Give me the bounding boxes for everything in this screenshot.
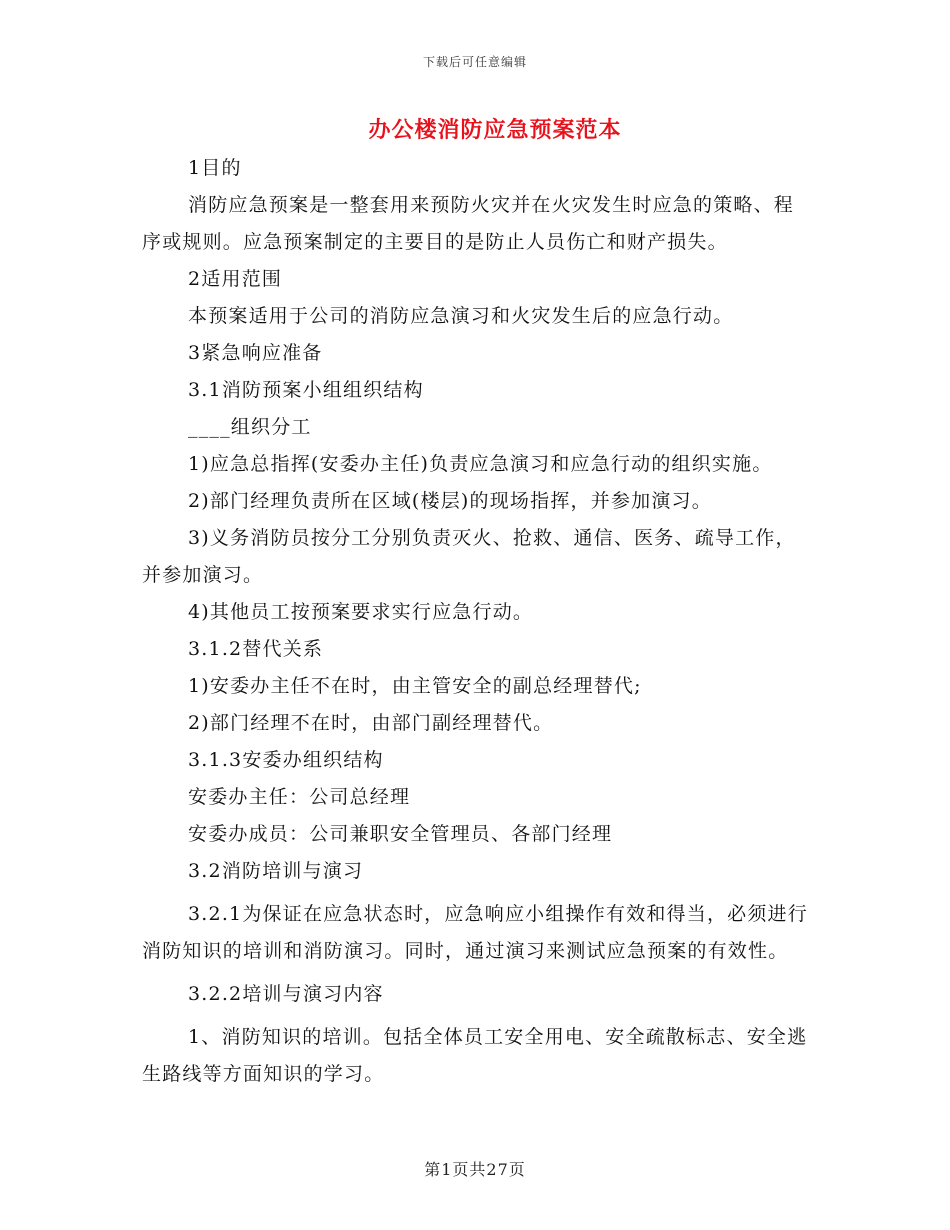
subsection-heading-training-content: 3.2.2培训与演习内容 xyxy=(188,983,384,1005)
page-number: 第1页共27页 xyxy=(424,1160,526,1179)
section-heading-scope: 2适用范围 xyxy=(188,268,283,290)
section-heading-purpose: 1目的 xyxy=(188,157,242,179)
list-item-substitute-director: 1)安委办主任不在时，由主管安全的副总经理替代; xyxy=(188,675,642,697)
paragraph-training-knowledge: 1、消防知识的培训。包括全体员工安全用电、安全疏散标志、安全逃生路线等方面知识的学习。 xyxy=(142,1026,808,1085)
list-item-dept-manager: 2)部门经理负责所在区域(楼层)的现场指挥，并参加演习。 xyxy=(188,490,712,512)
list-item-commander: 1)应急总指挥(安委办主任)负责应急演习和应急行动的组织实施。 xyxy=(188,453,773,475)
list-item-substitute-manager: 2)部门经理不在时，由部门副经理替代。 xyxy=(188,712,554,734)
list-item-other-staff: 4)其他员工按预案要求实行应急行动。 xyxy=(188,601,534,623)
document-title: 办公楼消防应急预案范本 xyxy=(368,117,622,143)
subsection-heading-substitution: 3.1.2替代关系 xyxy=(188,638,324,660)
paragraph-scope: 本预案适用于公司的消防应急演习和火灾发生后的应急行动。 xyxy=(188,305,734,327)
committee-members: 安委办成员：公司兼职安全管理员、各部门经理 xyxy=(188,823,613,845)
paragraph-training-purpose: 3.2.1为保证在应急状态时，应急响应小组操作有效和得当，必须进行消防知识的培训和消防演习。同时，通过演习来测试应急预案的有效性。 xyxy=(142,903,808,962)
committee-director: 安委办主任：公司总经理 xyxy=(188,786,411,808)
paragraph-purpose: 消防应急预案是一整套用来预防火灾并在火灾发生时应急的策略、程序或规则。应急预案制定的主要目的是防止人员伤亡和财产损失。 xyxy=(142,194,795,253)
page-header-note: 下载后可任意编辑 xyxy=(422,55,527,69)
subsection-heading-committee: 3.1.3安委办组织结构 xyxy=(188,749,384,771)
subsection-heading-training: 3.2消防培训与演习 xyxy=(188,860,364,882)
list-item-volunteer: 3)义务消防员按分工分别负责灭火、抢救、通信、医务、疏导工作，并参加演习。 xyxy=(142,527,796,586)
document-body xyxy=(142,150,812,1093)
subsection-heading-org-structure: 3.1消防预案小组组织结构 xyxy=(188,379,424,401)
subsection-heading-division: ____组织分工 xyxy=(188,416,312,438)
section-heading-emergency-prep: 3紧急响应准备 xyxy=(188,342,323,364)
